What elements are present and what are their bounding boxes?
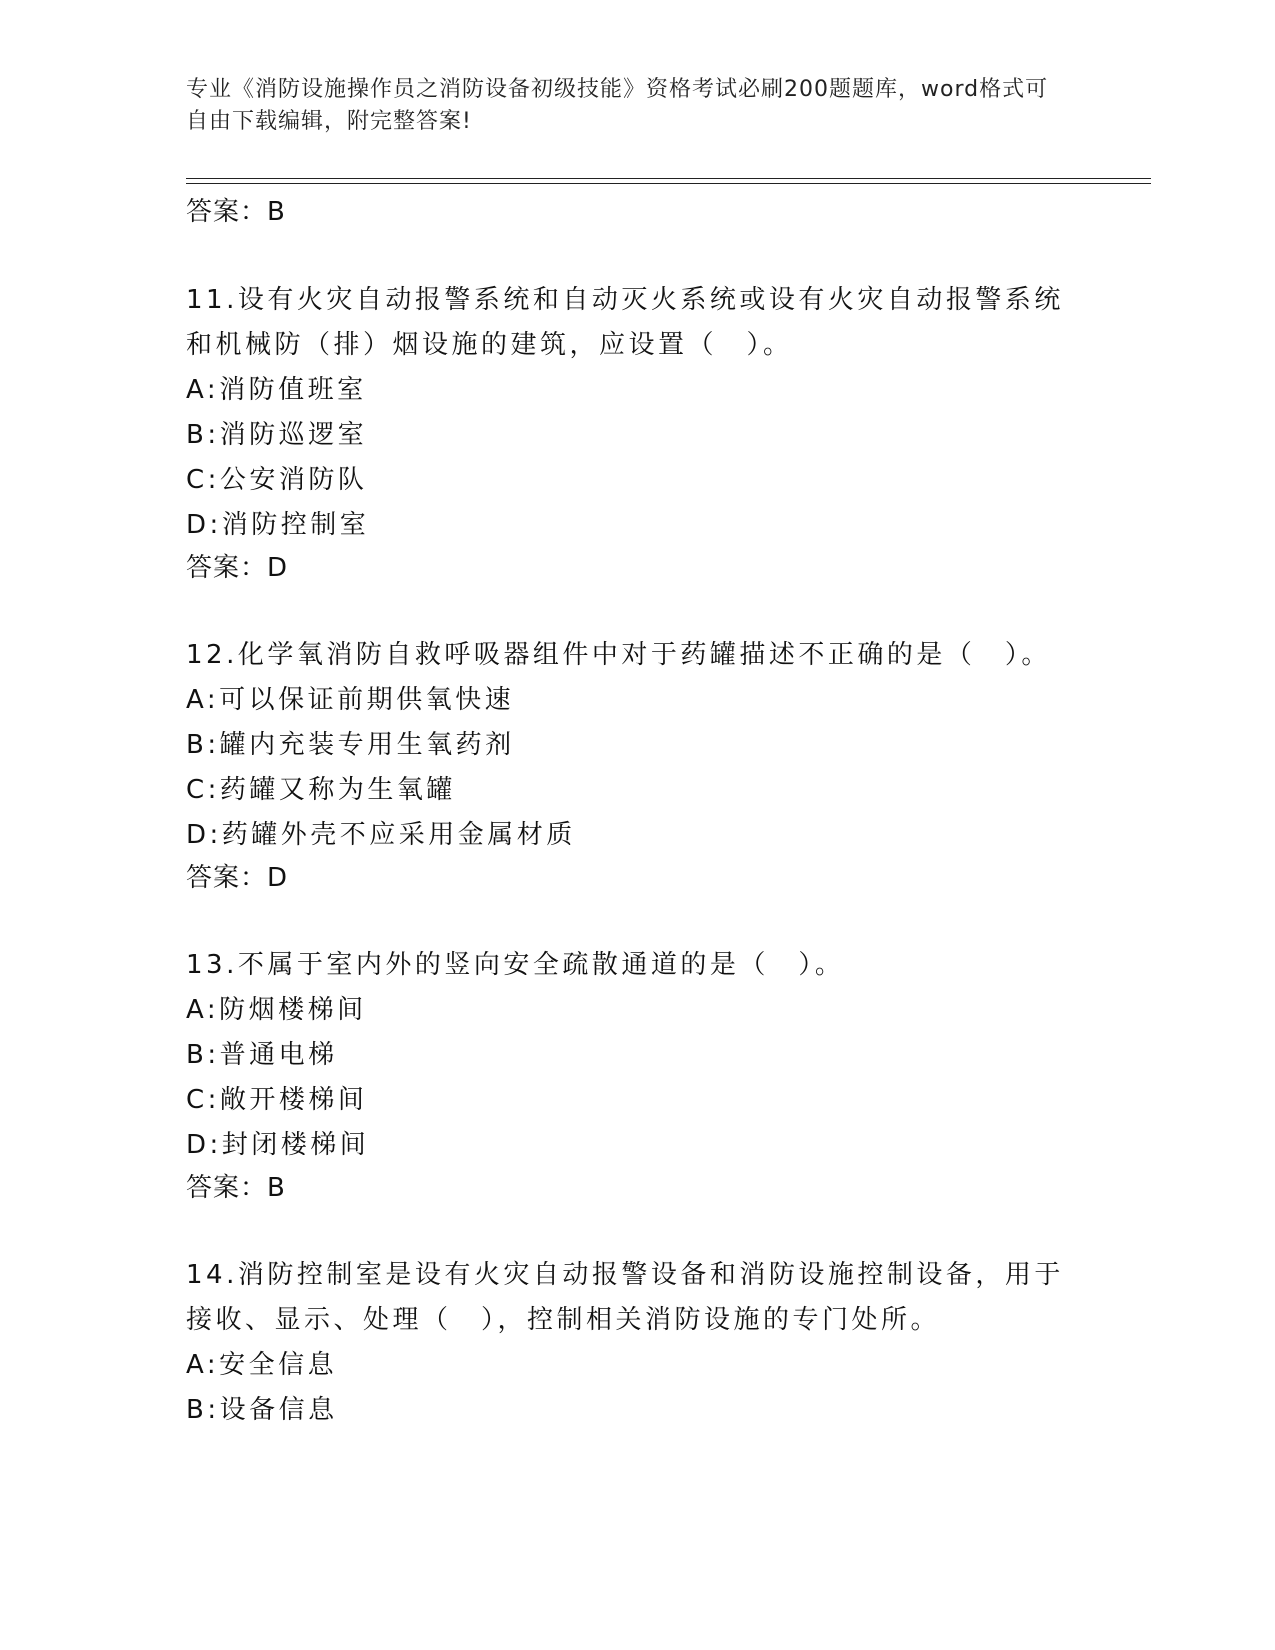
option-c: C:药罐又称为生氧罐 xyxy=(186,775,456,805)
option-c: C:敞开楼梯间 xyxy=(186,1085,368,1115)
answer-line: 答案：B xyxy=(186,197,286,227)
question-11 xyxy=(186,278,1086,588)
answer-line: 答案：D xyxy=(186,863,289,893)
header-divider-bottom xyxy=(186,183,1151,184)
question-stem: 13.不属于室内外的竖向安全疏散通道的是（ ）。 xyxy=(186,950,845,980)
option-b: B:普通电梯 xyxy=(186,1040,338,1070)
answer-line: 答案：B xyxy=(186,1173,286,1203)
question-stem: 12.化学氧消防自救呼吸器组件中对于药罐描述不正确的是（ ）。 xyxy=(186,640,1051,670)
document-header: 专业《消防设施操作员之消防设备初级技能》资格考试必刷200题题库，word格式可自由下载编辑，附完整答案! xyxy=(186,77,1049,134)
question-12 xyxy=(186,633,1086,898)
question-13 xyxy=(186,943,1086,1208)
header-divider-top xyxy=(186,178,1151,179)
answer-line: 答案：D xyxy=(186,553,289,583)
option-a: A:安全信息 xyxy=(186,1350,338,1380)
question-stem: 14.消防控制室是设有火灾自动报警设备和消防设施控制设备，用于接收、显示、处理（ ），控制相关消防设施的专门处所。 xyxy=(186,1260,1064,1335)
option-b: B:罐内充装专用生氧药剂 xyxy=(186,730,515,760)
question-stem: 11.设有火灾自动报警系统和自动灭火系统或设有火灾自动报警系统和机械防（排）烟设施的建筑，应设置（ ）。 xyxy=(186,285,1064,360)
question-list xyxy=(186,192,1086,1433)
option-d: D:消防控制室 xyxy=(186,510,370,540)
option-a: A:可以保证前期供氧快速 xyxy=(186,685,515,715)
option-a: A:消防值班室 xyxy=(186,375,367,405)
option-c: C:公安消防队 xyxy=(186,465,368,495)
option-d: D:药罐外壳不应采用金属材质 xyxy=(186,820,576,850)
question-14 xyxy=(186,1253,1086,1433)
option-b: B:消防巡逻室 xyxy=(186,420,368,450)
option-d: D:封闭楼梯间 xyxy=(186,1130,370,1160)
option-a: A:防烟楼梯间 xyxy=(186,995,367,1025)
option-b: B:设备信息 xyxy=(186,1395,338,1425)
